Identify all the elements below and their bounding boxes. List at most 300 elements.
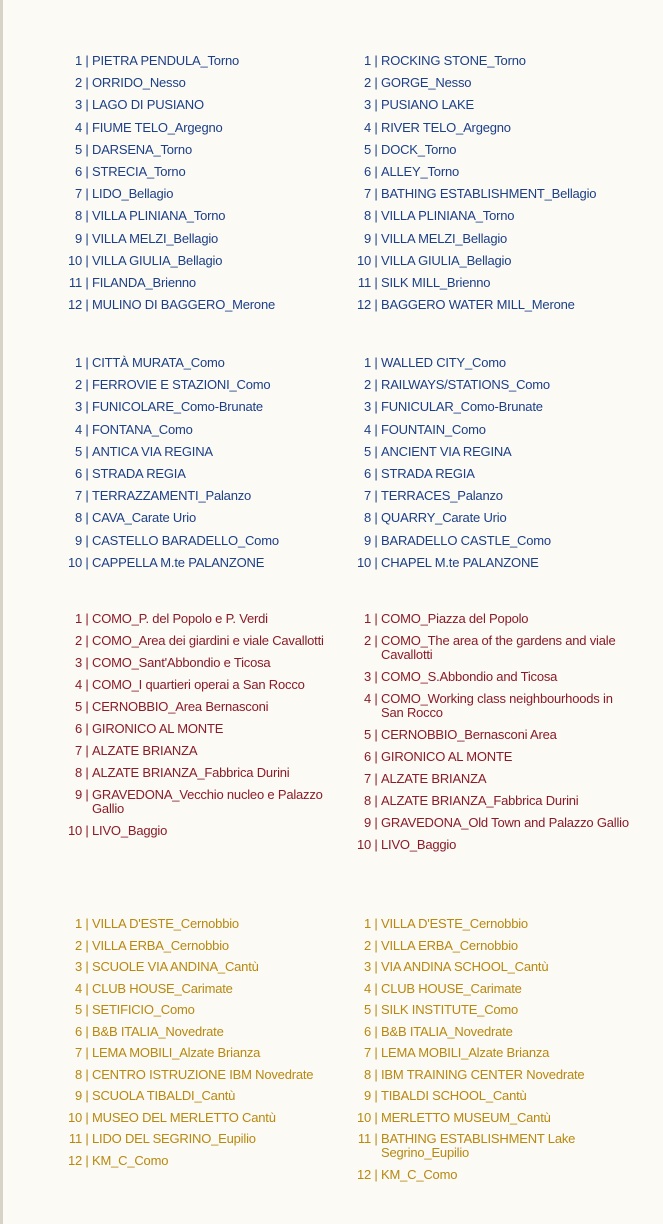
list-item xyxy=(68,165,350,179)
separator-bar: | xyxy=(85,916,89,931)
item-label: FILANDA_Brienno xyxy=(92,274,196,290)
italian-column xyxy=(68,54,350,320)
item-number: 3 xyxy=(74,97,82,113)
separator-bar: | xyxy=(85,677,89,692)
italian-column xyxy=(68,612,350,846)
list-item xyxy=(357,728,657,742)
item-number: 11 xyxy=(357,274,371,290)
list-item xyxy=(357,254,657,268)
list-item xyxy=(357,794,657,808)
list-item xyxy=(68,232,350,246)
item-label: GRAVEDONA_Vecchio nucleo e Palazzo Gallio xyxy=(92,787,323,816)
separator-bar: | xyxy=(85,186,89,202)
separator-bar: | xyxy=(85,208,89,224)
list-item xyxy=(357,917,657,931)
separator-bar: | xyxy=(85,119,89,135)
item-number: 1 xyxy=(363,611,371,626)
list-item xyxy=(68,1154,350,1168)
list-item xyxy=(357,750,657,764)
separator-bar: | xyxy=(85,1131,89,1146)
item-number: 2 xyxy=(74,75,82,91)
item-label: COMO_Sant'Abbondio e Ticosa xyxy=(92,655,271,670)
separator-bar: | xyxy=(374,230,378,246)
list-item xyxy=(357,98,657,112)
item-label: ANCIENT VIA REGINA xyxy=(381,443,512,459)
item-label: SETIFICIO_Como xyxy=(92,1002,195,1017)
separator-bar: | xyxy=(374,208,378,224)
english-column xyxy=(357,54,657,320)
item-label: VILLA ERBA_Cernobbio xyxy=(92,937,229,953)
item-number: 5 xyxy=(363,443,371,459)
item-label: B&B ITALIA_Novedrate xyxy=(381,1023,513,1039)
separator-bar: | xyxy=(85,532,89,548)
list-item xyxy=(357,1068,657,1082)
item-label: CASTELLO BARADELLO_Como xyxy=(92,532,279,548)
separator-bar: | xyxy=(374,691,378,706)
item-label: CENTRO ISTRUZIONE IBM Novedrate xyxy=(92,1066,314,1082)
item-label: VILLA ERBA_Cernobbio xyxy=(381,937,518,953)
list-item xyxy=(68,917,350,931)
item-number: 10 xyxy=(68,823,83,838)
item-number: 4 xyxy=(74,677,82,692)
separator-bar: | xyxy=(85,488,89,504)
list-item xyxy=(357,378,657,392)
item-number: 5 xyxy=(74,443,82,459)
item-label: ALZATE BRIANZA xyxy=(92,743,198,758)
list-item xyxy=(68,788,350,816)
separator-bar: | xyxy=(374,510,378,526)
list-item xyxy=(68,612,350,626)
item-label: RAILWAYS/STATIONS_Como xyxy=(381,377,550,393)
item-label: LAGO DI PUSIANO xyxy=(92,97,204,113)
item-label: FOUNTAIN_Como xyxy=(381,421,486,437)
item-number: 8 xyxy=(74,208,82,224)
separator-bar: | xyxy=(85,823,89,838)
separator-bar: | xyxy=(374,252,378,268)
item-label: ALZATE BRIANZA_Fabbrica Durini xyxy=(92,765,290,780)
list-item xyxy=(68,254,350,268)
separator-bar: | xyxy=(374,554,378,570)
separator-bar: | xyxy=(374,1131,378,1146)
item-number: 7 xyxy=(74,186,82,202)
item-label: TIBALDI SCHOOL_Cantù xyxy=(381,1088,527,1103)
item-number: 6 xyxy=(74,1023,82,1039)
item-label: LIDO_Bellagio xyxy=(92,186,174,202)
separator-bar: | xyxy=(85,699,89,714)
separator-bar: | xyxy=(85,355,89,370)
separator-bar: | xyxy=(374,959,378,974)
list-item xyxy=(357,1111,657,1125)
separator-bar: | xyxy=(374,186,378,202)
item-number: 8 xyxy=(363,208,371,224)
list-item xyxy=(68,187,350,201)
separator-bar: | xyxy=(374,1109,378,1125)
list-item xyxy=(357,143,657,157)
list-item xyxy=(68,76,350,90)
list-item xyxy=(357,121,657,135)
list-item xyxy=(68,511,350,525)
item-label: BATHING ESTABLISHMENT Lake Segrino_Eupilio xyxy=(381,1131,576,1160)
item-label: MUSEO DEL MERLETTO Cantù xyxy=(92,1109,276,1125)
separator-bar: | xyxy=(374,611,378,626)
item-number: 6 xyxy=(74,163,82,179)
list-item xyxy=(68,423,350,437)
separator-bar: | xyxy=(85,75,89,91)
item-label: FERROVIE E STAZIONI_Como xyxy=(92,377,271,393)
item-label: VILLA MELZI_Bellagio xyxy=(381,230,508,246)
separator-bar: | xyxy=(85,297,89,313)
list-item xyxy=(357,1025,657,1039)
list-item xyxy=(357,400,657,414)
item-label: BARADELLO CASTLE_Como xyxy=(381,532,551,548)
item-label: VILLA D'ESTE_Cernobbio xyxy=(92,916,239,931)
item-label: CERNOBBIO_Area Bernasconi xyxy=(92,699,269,714)
separator-bar: | xyxy=(85,959,89,974)
list-item xyxy=(357,1168,657,1182)
list-item xyxy=(357,187,657,201)
separator-bar: | xyxy=(374,793,378,808)
separator-bar: | xyxy=(85,787,89,802)
page-spine-edge xyxy=(0,0,3,1224)
item-label: LEMA MOBILI_Alzate Brianza xyxy=(92,1045,261,1060)
separator-bar: | xyxy=(374,980,378,996)
item-label: BAGGERO WATER MILL_Merone xyxy=(381,297,575,313)
item-label: PUSIANO LAKE xyxy=(381,97,474,113)
item-number: 7 xyxy=(363,488,371,504)
list-item xyxy=(357,838,657,852)
item-number: 9 xyxy=(363,230,371,246)
item-number: 7 xyxy=(74,1045,82,1060)
list-item xyxy=(357,772,657,786)
item-number: 4 xyxy=(74,119,82,135)
list-item xyxy=(68,467,350,481)
item-number: 4 xyxy=(74,980,82,996)
item-label: QUARRY_Carate Urio xyxy=(381,510,507,526)
item-label: FUNICULAR_Como-Brunate xyxy=(381,399,543,415)
separator-bar: | xyxy=(85,1045,89,1060)
separator-bar: | xyxy=(85,743,89,758)
separator-bar: | xyxy=(374,399,378,415)
item-label: B&B ITALIA_Novedrate xyxy=(92,1023,224,1039)
item-number: 11 xyxy=(357,1131,371,1146)
item-label: MERLETTO MUSEUM_Cantù xyxy=(381,1109,551,1125)
separator-bar: | xyxy=(374,465,378,481)
item-number: 7 xyxy=(363,186,371,202)
item-label: GRAVEDONA_Old Town and Palazzo Gallio xyxy=(381,815,629,830)
list-item xyxy=(68,766,350,780)
list-item xyxy=(357,1003,657,1017)
item-label: FUNICOLARE_Como-Brunate xyxy=(92,399,263,415)
item-label: WALLED CITY_Como xyxy=(381,355,506,370)
list-item xyxy=(357,511,657,525)
item-label: SCUOLE VIA ANDINA_Cantù xyxy=(92,959,259,974)
item-label: LIVO_Baggio xyxy=(92,823,168,838)
english-column xyxy=(357,917,657,1189)
separator-bar: | xyxy=(85,510,89,526)
item-label: VILLA GIULIA_Bellagio xyxy=(381,252,512,268)
list-item xyxy=(357,232,657,246)
item-number: 5 xyxy=(74,141,82,157)
list-item xyxy=(68,656,350,670)
separator-bar: | xyxy=(374,1023,378,1039)
separator-bar: | xyxy=(85,980,89,996)
separator-bar: | xyxy=(85,421,89,437)
separator-bar: | xyxy=(85,655,89,670)
list-item xyxy=(68,209,350,223)
list-item xyxy=(357,1132,657,1160)
list-item xyxy=(357,670,657,684)
list-item xyxy=(357,612,657,626)
item-label: CITTÀ MURATA_Como xyxy=(92,355,225,370)
item-label: CHAPEL M.te PALANZONE xyxy=(381,554,539,570)
item-number: 4 xyxy=(363,691,371,706)
item-number: 12 xyxy=(68,297,83,313)
list-item xyxy=(68,121,350,135)
item-label: GIRONICO AL MONTE xyxy=(381,749,513,764)
separator-bar: | xyxy=(85,274,89,290)
item-number: 10 xyxy=(357,252,372,268)
item-label: IBM TRAINING CENTER Novedrate xyxy=(381,1066,585,1082)
item-label: SILK INSTITUTE_Como xyxy=(381,1002,519,1017)
item-number: 4 xyxy=(363,119,371,135)
separator-bar: | xyxy=(374,771,378,786)
list-item xyxy=(357,298,657,312)
item-number: 1 xyxy=(74,355,82,370)
item-number: 6 xyxy=(363,465,371,481)
item-label: COMO_Working class neighbourhoods in San Rocco xyxy=(381,691,613,720)
separator-bar: | xyxy=(85,230,89,246)
separator-bar: | xyxy=(85,97,89,113)
separator-bar: | xyxy=(374,916,378,931)
item-number: 9 xyxy=(74,532,82,548)
separator-bar: | xyxy=(374,669,378,684)
item-label: VILLA PLINIANA_Torno xyxy=(381,208,515,224)
list-item xyxy=(68,356,350,370)
list-item xyxy=(357,356,657,370)
item-label: LIDO DEL SEGRINO_Eupilio xyxy=(92,1131,256,1146)
list-item xyxy=(68,634,350,648)
item-number: 3 xyxy=(74,959,82,974)
item-label: CLUB HOUSE_Carimate xyxy=(92,980,233,996)
item-number: 2 xyxy=(74,377,82,393)
item-label: KM_C_Como xyxy=(381,1166,458,1182)
italian-column xyxy=(68,917,350,1175)
item-label: STRADA REGIA xyxy=(92,465,186,481)
item-label: LIVO_Baggio xyxy=(381,837,457,852)
item-label: TERRACES_Palanzo xyxy=(381,488,503,504)
list-item xyxy=(357,76,657,90)
item-number: 7 xyxy=(74,743,82,758)
item-label: PIETRA PENDULA_Torno xyxy=(92,53,240,68)
separator-bar: | xyxy=(85,141,89,157)
item-number: 10 xyxy=(68,554,83,570)
separator-bar: | xyxy=(85,611,89,626)
list-item xyxy=(357,54,657,68)
list-item xyxy=(68,1025,350,1039)
item-label: COMO_P. del Popolo e P. Verdi xyxy=(92,611,268,626)
item-label: VILLA PLINIANA_Torno xyxy=(92,208,226,224)
item-number: 6 xyxy=(74,465,82,481)
item-label: CLUB HOUSE_Carimate xyxy=(381,980,522,996)
separator-bar: | xyxy=(374,837,378,852)
separator-bar: | xyxy=(374,532,378,548)
item-number: 12 xyxy=(357,1166,372,1182)
item-number: 4 xyxy=(363,980,371,996)
list-item xyxy=(357,556,657,570)
separator-bar: | xyxy=(85,937,89,953)
list-item xyxy=(68,489,350,503)
separator-bar: | xyxy=(374,297,378,313)
item-number: 10 xyxy=(68,252,83,268)
list-item xyxy=(68,54,350,68)
separator-bar: | xyxy=(374,274,378,290)
separator-bar: | xyxy=(85,53,89,68)
list-item xyxy=(68,143,350,157)
item-number: 9 xyxy=(74,230,82,246)
separator-bar: | xyxy=(374,1002,378,1017)
item-number: 11 xyxy=(68,274,82,290)
item-label: DOCK_Torno xyxy=(381,141,457,157)
item-label: FIUME TELO_Argegno xyxy=(92,119,223,135)
item-number: 1 xyxy=(74,53,82,68)
separator-bar: | xyxy=(85,252,89,268)
item-label: VIA ANDINA SCHOOL_Cantù xyxy=(381,959,549,974)
item-number: 5 xyxy=(363,141,371,157)
list-item xyxy=(68,378,350,392)
separator-bar: | xyxy=(374,355,378,370)
separator-bar: | xyxy=(85,1152,89,1168)
item-number: 10 xyxy=(357,1109,372,1125)
item-label: GIRONICO AL MONTE xyxy=(92,721,224,736)
item-number: 1 xyxy=(74,611,82,626)
item-number: 3 xyxy=(363,959,371,974)
list-item xyxy=(68,744,350,758)
item-number: 4 xyxy=(74,421,82,437)
separator-bar: | xyxy=(85,633,89,648)
item-label: MULINO DI BAGGERO_Merone xyxy=(92,297,276,313)
item-number: 6 xyxy=(363,1023,371,1039)
list-item xyxy=(68,982,350,996)
item-number: 5 xyxy=(363,1002,371,1017)
item-label: STRECIA_Torno xyxy=(92,163,186,179)
item-label: VILLA MELZI_Bellagio xyxy=(92,230,219,246)
list-item xyxy=(68,400,350,414)
list-item xyxy=(68,1046,350,1060)
separator-bar: | xyxy=(85,1088,89,1103)
list-item xyxy=(68,824,350,838)
item-number: 10 xyxy=(68,1109,83,1125)
item-number: 2 xyxy=(363,937,371,953)
item-number: 9 xyxy=(74,1088,82,1103)
item-number: 9 xyxy=(363,1088,371,1103)
separator-bar: | xyxy=(374,377,378,393)
item-number: 8 xyxy=(363,510,371,526)
list-item xyxy=(68,722,350,736)
list-item xyxy=(68,98,350,112)
separator-bar: | xyxy=(374,937,378,953)
item-label: CAPPELLA M.te PALANZONE xyxy=(92,554,265,570)
list-item xyxy=(68,960,350,974)
separator-bar: | xyxy=(374,1045,378,1060)
list-item xyxy=(68,1089,350,1103)
item-number: 10 xyxy=(357,837,372,852)
separator-bar: | xyxy=(374,633,378,648)
list-item xyxy=(357,276,657,290)
list-item xyxy=(68,1003,350,1017)
separator-bar: | xyxy=(374,163,378,179)
separator-bar: | xyxy=(374,421,378,437)
item-number: 4 xyxy=(363,421,371,437)
item-number: 2 xyxy=(363,633,371,648)
list-item xyxy=(357,816,657,830)
list-item xyxy=(357,1089,657,1103)
separator-bar: | xyxy=(374,1166,378,1182)
item-label: COMO_The area of the gardens and viale Cavallotti xyxy=(381,633,616,662)
list-item xyxy=(357,692,657,720)
item-number: 5 xyxy=(74,699,82,714)
item-number: 8 xyxy=(363,793,371,808)
item-number: 5 xyxy=(363,727,371,742)
item-number: 1 xyxy=(363,916,371,931)
item-label: ALZATE BRIANZA_Fabbrica Durini xyxy=(381,793,579,808)
item-label: COMO_Piazza del Popolo xyxy=(381,611,529,626)
item-number: 1 xyxy=(363,355,371,370)
separator-bar: | xyxy=(85,443,89,459)
separator-bar: | xyxy=(85,465,89,481)
item-label: COMO_S.Abbondio and Ticosa xyxy=(381,669,558,684)
list-item xyxy=(357,960,657,974)
list-item xyxy=(68,1111,350,1125)
item-number: 2 xyxy=(74,937,82,953)
separator-bar: | xyxy=(85,765,89,780)
list-item xyxy=(357,467,657,481)
separator-bar: | xyxy=(85,163,89,179)
item-number: 8 xyxy=(74,1066,82,1082)
list-item xyxy=(357,445,657,459)
list-item xyxy=(357,939,657,953)
list-item xyxy=(357,209,657,223)
item-label: DARSENA_Torno xyxy=(92,141,192,157)
item-number: 6 xyxy=(363,163,371,179)
item-number: 6 xyxy=(74,721,82,736)
item-number: 8 xyxy=(74,510,82,526)
item-label: FONTANA_Como xyxy=(92,421,193,437)
list-item xyxy=(68,1132,350,1146)
item-label: RIVER TELO_Argegno xyxy=(381,119,511,135)
item-label: SILK MILL_Brienno xyxy=(381,274,491,290)
separator-bar: | xyxy=(374,488,378,504)
separator-bar: | xyxy=(85,721,89,736)
item-label: TERRAZZAMENTI_Palanzo xyxy=(92,488,252,504)
separator-bar: | xyxy=(85,1002,89,1017)
separator-bar: | xyxy=(374,1066,378,1082)
item-number: 3 xyxy=(363,669,371,684)
item-number: 2 xyxy=(363,377,371,393)
list-item xyxy=(68,939,350,953)
list-item xyxy=(68,534,350,548)
item-number: 12 xyxy=(357,297,372,313)
item-label: ALZATE BRIANZA xyxy=(381,771,487,786)
item-number: 7 xyxy=(74,488,82,504)
item-number: 9 xyxy=(363,815,371,830)
item-label: BATHING ESTABLISHMENT_Bellagio xyxy=(381,186,597,202)
english-column xyxy=(357,612,657,860)
list-item xyxy=(68,1068,350,1082)
item-label: SCUOLA TIBALDI_Cantù xyxy=(92,1088,236,1103)
english-column xyxy=(357,356,657,578)
separator-bar: | xyxy=(374,141,378,157)
list-item xyxy=(68,678,350,692)
